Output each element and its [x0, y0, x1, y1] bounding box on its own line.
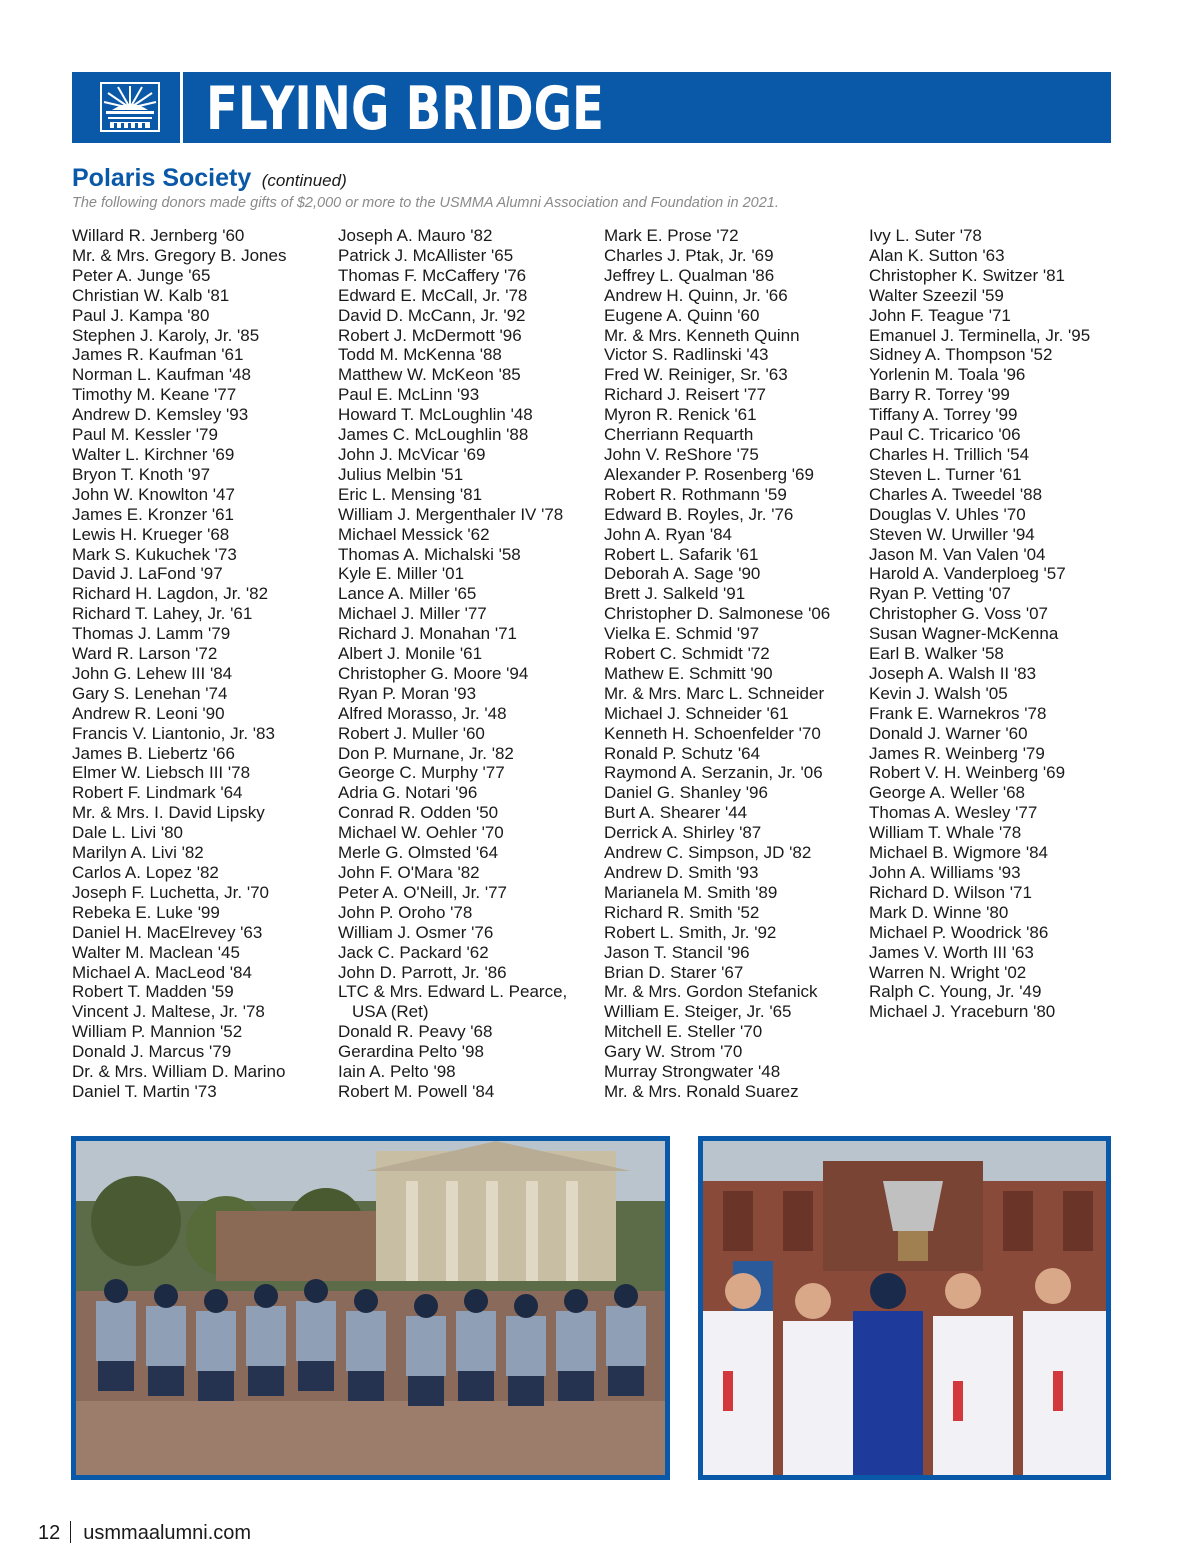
donor-name: Myron R. Renick '61: [604, 405, 757, 425]
donor-name: Murray Strongwater '48: [604, 1062, 781, 1082]
donor-name: George C. Murphy '77: [338, 763, 505, 783]
donor-name: Vincent J. Maltese, Jr. '78: [72, 1002, 265, 1022]
donor-name: Raymond A. Serzanin, Jr. '06: [604, 763, 823, 783]
donor-name: Michael Messick '62: [338, 524, 490, 544]
donor-column-4: [869, 226, 1131, 1022]
donor-name: William T. Whale '78: [869, 823, 1022, 843]
donor-name: Francis V. Liantonio, Jr. '83: [72, 723, 275, 743]
donor-name: Ryan P. Vetting '07: [869, 584, 1011, 604]
section-heading: [72, 164, 347, 193]
donor-name: Sidney A. Thompson '52: [869, 345, 1053, 365]
donor-name: Robert C. Schmidt '72: [604, 644, 770, 664]
donor-name: Yorlenin M. Toala '96: [869, 365, 1026, 385]
donor-name: Christopher G. Moore '94: [338, 663, 529, 683]
donor-name: Robert L. Smith, Jr. '92: [604, 922, 777, 942]
donor-name: Brian D. Starer '67: [604, 962, 744, 982]
donor-name: Daniel G. Shanley '96: [604, 783, 768, 803]
donor-name: John D. Parrott, Jr. '86: [338, 962, 507, 982]
section-continued-label: (continued): [261, 171, 347, 190]
donor-name: Mathew E. Schmitt '90: [604, 663, 773, 683]
donor-name: Christopher D. Salmonese '06: [604, 604, 831, 624]
donor-name: Norman L. Kaufman '48: [72, 365, 252, 385]
donor-name: Rebeka E. Luke '99: [72, 902, 220, 922]
donor-name: Lance A. Miller '65: [338, 584, 477, 604]
donor-name: Merle G. Olmsted '64: [338, 843, 499, 863]
donor-name: Robert L. Safarik '61: [604, 544, 759, 564]
donor-name: Earl B. Walker '58: [869, 644, 1004, 664]
donor-name: Thomas J. Lamm '79: [72, 624, 231, 644]
photo-football-trophy: [698, 1136, 1111, 1480]
donor-name: Steven W. Urwiller '94: [869, 524, 1035, 544]
donor-name: Warren N. Wright '02: [869, 962, 1027, 982]
donor-name: John A. Ryan '84: [604, 524, 732, 544]
donor-name: Albert J. Monile '61: [338, 644, 483, 664]
lighthouse-logo-icon: [88, 78, 172, 136]
donor-name: Carlos A. Lopez '82: [72, 863, 219, 882]
donor-name: Michael J. Miller '77: [338, 604, 487, 624]
donor-name: Burt A. Shearer '44: [604, 803, 748, 823]
page-footer: [38, 1521, 251, 1545]
donor-name: James B. Liebertz '66: [72, 743, 235, 763]
donor-name: John P. Oroho '78: [338, 902, 473, 922]
photo-midshipmen-formation: [71, 1136, 670, 1480]
donor-name: Charles A. Tweedel '88: [869, 484, 1043, 504]
donor-name: Joseph F. Luchetta, Jr. '70: [72, 882, 269, 902]
donor-name: Todd M. McKenna '88: [338, 345, 502, 365]
donor-name: Derrick A. Shirley '87: [604, 823, 762, 843]
donor-name: Christopher K. Switzer '81: [869, 265, 1065, 285]
donor-name: Charles H. Trillich '54: [869, 444, 1030, 464]
banner-divider: [180, 72, 183, 143]
donor-name: Thomas F. McCaffery '76: [338, 265, 527, 285]
donor-name: Richard H. Lagdon, Jr. '82: [72, 584, 269, 604]
donor-name: Walter L. Kirchner '69: [72, 444, 235, 464]
donor-name: Jeffrey L. Qualman '86: [604, 265, 775, 285]
donor-name: Marilyn A. Livi '82: [72, 843, 204, 863]
donor-name: John V. ReShore '75: [604, 444, 759, 464]
donor-name: Robert R. Rothmann '59: [604, 484, 787, 504]
donor-name: John F. Teague '71: [869, 305, 1011, 325]
donor-name: Tiffany A. Torrey '99: [869, 405, 1018, 425]
header-banner: [72, 72, 1111, 143]
donor-name: Eugene A. Quinn '60: [604, 305, 760, 325]
donor-name: Richard J. Reisert '77: [604, 385, 766, 405]
donor-name: Dr. & Mrs. William D. Marino: [72, 1062, 286, 1082]
donor-name: Mitchell E. Steller '70: [604, 1022, 763, 1042]
donor-name: Michael P. Woodrick '86: [869, 922, 1049, 942]
donor-name: Joseph A. Mauro '82: [338, 226, 493, 245]
donor-name: Susan Wagner-McKenna: [869, 624, 1059, 644]
donor-name: Robert J. Muller '60: [338, 723, 485, 743]
donor-name: John W. Knowlton '47: [72, 484, 235, 504]
donor-name: Gerardina Pelto '98: [338, 1042, 484, 1062]
donor-name: Andrew H. Quinn, Jr. '66: [604, 285, 788, 305]
donor-name: Victor S. Radlinski '43: [604, 345, 769, 365]
donor-name: Howard T. McLoughlin '48: [338, 405, 533, 425]
donor-name: Elmer W. Liebsch III '78: [72, 763, 251, 783]
donor-name: Mr. & Mrs. Marc L. Schneider: [604, 683, 825, 703]
donor-name: Mark S. Kukuchek '73: [72, 544, 237, 564]
donor-name: John F. O'Mara '82: [338, 863, 480, 882]
donor-name: Richard R. Smith '52: [604, 902, 760, 922]
donor-name: Ivy L. Suter '78: [869, 226, 982, 245]
donor-name: Gary S. Lenehan '74: [72, 683, 228, 703]
donor-name: Douglas V. Uhles '70: [869, 504, 1026, 524]
donor-name: Mr. & Mrs. I. David Lipsky: [72, 803, 265, 823]
donor-name: Michael W. Oehler '70: [338, 823, 504, 843]
donor-name: Robert V. H. Weinberg '69: [869, 763, 1066, 783]
donor-name: Frank E. Warnekros '78: [869, 703, 1047, 723]
donor-name: James V. Worth III '63: [869, 942, 1034, 962]
donor-name: Paul C. Tricarico '06: [869, 425, 1021, 445]
page-title: FLYING BRIDGE: [206, 74, 605, 144]
donor-name: Mark E. Prose '72: [604, 226, 739, 245]
donor-name: William E. Steiger, Jr. '65: [604, 1002, 792, 1022]
donor-name: Thomas A. Wesley '77: [869, 803, 1038, 823]
section-title: Polaris Society: [72, 164, 252, 192]
donor-name: Eric L. Mensing '81: [338, 484, 483, 504]
donor-name: Ward R. Larson '72: [72, 644, 218, 664]
donor-column-2: [338, 226, 600, 1102]
donor-name: David J. LaFond '97: [72, 564, 223, 584]
donor-name: Donald J. Marcus '79: [72, 1042, 232, 1062]
donor-name: Marianela M. Smith '89: [604, 882, 778, 902]
donor-name: Walter Szeezil '59: [869, 285, 1004, 305]
donor-name: Harold A. Vanderploeg '57: [869, 564, 1066, 584]
donor-name: William J. Osmer '76: [338, 922, 494, 942]
donor-name: Kevin J. Walsh '05: [869, 683, 1008, 703]
donor-name: Cherriann Requarth: [604, 425, 754, 445]
donor-name: Joseph A. Walsh II '83: [869, 663, 1037, 683]
donor-name: Ronald P. Schutz '64: [604, 743, 761, 763]
donor-name: Emanuel J. Terminella, Jr. '95: [869, 325, 1091, 345]
donor-name: Mr. & Mrs. Gregory B. Jones: [72, 245, 287, 265]
donor-name: Julius Melbin '51: [338, 464, 464, 484]
donor-name: John J. McVicar '69: [338, 444, 486, 464]
section-subtitle: The following donors made gifts of $2,000 or more to the USMMA Alumni Association and Foundation in 2021.: [72, 195, 779, 211]
donor-name: Fred W. Reiniger, Sr. '63: [604, 365, 788, 385]
donor-name: Donald R. Peavy '68: [338, 1022, 493, 1042]
donor-name: Jason T. Stancil '96: [604, 942, 750, 962]
donor-name: Mr. & Mrs. Ronald Suarez: [604, 1081, 799, 1101]
donor-name: Patrick J. McAllister '65: [338, 245, 514, 265]
donor-name: Richard T. Lahey, Jr. '61: [72, 604, 253, 624]
donor-name: Peter A. O'Neill, Jr. '77: [338, 882, 508, 902]
page-number: 12: [38, 1522, 61, 1544]
donor-name: Kyle E. Miller '01: [338, 564, 465, 584]
donor-name: George A. Weller '68: [869, 783, 1026, 803]
donor-name: Mr. & Mrs. Kenneth Quinn: [604, 325, 800, 345]
donor-name: John G. Lehew III '84: [72, 663, 233, 683]
donor-name: Matthew W. McKeon '85: [338, 365, 521, 385]
donor-name: Paul E. McLinn '93: [338, 385, 480, 405]
donor-name: Michael A. MacLeod '84: [72, 962, 252, 982]
donor-name: Donald J. Warner '60: [869, 723, 1028, 743]
donor-name: Walter M. Maclean '45: [72, 942, 240, 962]
donor-name: Mr. & Mrs. Gordon Stefanick: [604, 982, 818, 1002]
donor-name: Conrad R. Odden '50: [338, 803, 499, 823]
donor-column-1: [72, 226, 334, 1102]
donor-name: LTC & Mrs. Edward L. Pearce, USA (Ret): [338, 982, 568, 1022]
donor-name: Adria G. Notari '96: [338, 783, 478, 803]
donor-name: Alfred Morasso, Jr. '48: [338, 703, 507, 723]
donor-name: Charles J. Ptak, Jr. '69: [604, 245, 774, 265]
donor-name: Iain A. Pelto '98: [338, 1062, 456, 1082]
donor-name: Christian W. Kalb '81: [72, 285, 230, 305]
donor-name: Ralph C. Young, Jr. '49: [869, 982, 1042, 1002]
donor-name: Lewis H. Krueger '68: [72, 524, 230, 544]
donor-name: Barry R. Torrey '99: [869, 385, 1010, 405]
donor-name: Robert M. Powell '84: [338, 1081, 495, 1101]
donor-name: Robert T. Madden '59: [72, 982, 234, 1002]
donor-column-3: [604, 226, 866, 1102]
donor-name: James R. Kaufman '61: [72, 345, 244, 365]
donor-name: Christopher G. Voss '07: [869, 604, 1048, 624]
donor-name: William J. Mergenthaler IV '78: [338, 504, 564, 524]
donor-name: Michael J. Yraceburn '80: [869, 1002, 1056, 1022]
donor-name: Michael B. Wigmore '84: [869, 843, 1048, 863]
donor-name: Alan K. Sutton '63: [869, 245, 1005, 265]
donor-name: Richard D. Wilson '71: [869, 882, 1032, 902]
footer-divider: [70, 1521, 71, 1543]
donor-name: James C. McLoughlin '88: [338, 425, 529, 445]
donor-name: Jason M. Van Valen '04: [869, 544, 1046, 564]
donor-name: Mark D. Winne '80: [869, 902, 1009, 922]
donor-name: Richard J. Monahan '71: [338, 624, 518, 644]
donor-name: Stephen J. Karoly, Jr. '85: [72, 325, 260, 345]
donor-name: Vielka E. Schmid '97: [604, 624, 760, 644]
donor-name: Thomas A. Michalski '58: [338, 544, 521, 564]
donor-name: David D. McCann, Jr. '92: [338, 305, 526, 325]
donor-name: Edward B. Royles, Jr. '76: [604, 504, 794, 524]
donor-name: Edward E. McCall, Jr. '78: [338, 285, 528, 305]
website-link[interactable]: usmmaalumni.com: [83, 1522, 252, 1544]
donor-name: James R. Weinberg '79: [869, 743, 1045, 763]
donor-name: Willard R. Jernberg '60: [72, 226, 245, 245]
donor-name: Timothy M. Keane '77: [72, 385, 237, 405]
donor-name: William P. Mannion '52: [72, 1022, 243, 1042]
donor-name: Dale L. Livi '80: [72, 823, 183, 843]
donor-name: Andrew R. Leoni '90: [72, 703, 225, 723]
donor-name: Andrew C. Simpson, JD '82: [604, 843, 812, 863]
donor-name: Paul M. Kessler '79: [72, 425, 218, 445]
donor-name: Jack C. Packard '62: [338, 942, 489, 962]
donor-name: Peter A. Junge '65: [72, 265, 211, 285]
donor-name: Paul J. Kampa '80: [72, 305, 210, 325]
donor-name: Don P. Murnane, Jr. '82: [338, 743, 514, 763]
donor-name: Robert F. Lindmark '64: [72, 783, 243, 803]
donor-name: Steven L. Turner '61: [869, 464, 1022, 484]
donor-name: Robert J. McDermott '96: [338, 325, 522, 345]
donor-name: Andrew D. Smith '93: [604, 863, 759, 882]
donor-name: James E. Kronzer '61: [72, 504, 234, 524]
donor-name: Gary W. Strom '70: [604, 1042, 743, 1062]
donor-name: Michael J. Schneider '61: [604, 703, 789, 723]
donor-name: Andrew D. Kemsley '93: [72, 405, 249, 425]
donor-name: Brett J. Salkeld '91: [604, 584, 746, 604]
donor-name: Alexander P. Rosenberg '69: [604, 464, 814, 484]
donor-name: Ryan P. Moran '93: [338, 683, 477, 703]
donor-name: Daniel H. MacElrevey '63: [72, 922, 263, 942]
donor-name: Deborah A. Sage '90: [604, 564, 761, 584]
donor-name: John A. Williams '93: [869, 863, 1021, 882]
donor-name: Kenneth H. Schoenfelder '70: [604, 723, 821, 743]
donor-name: Bryon T. Knoth '97: [72, 464, 211, 484]
donor-name: Daniel T. Martin '73: [72, 1081, 217, 1101]
